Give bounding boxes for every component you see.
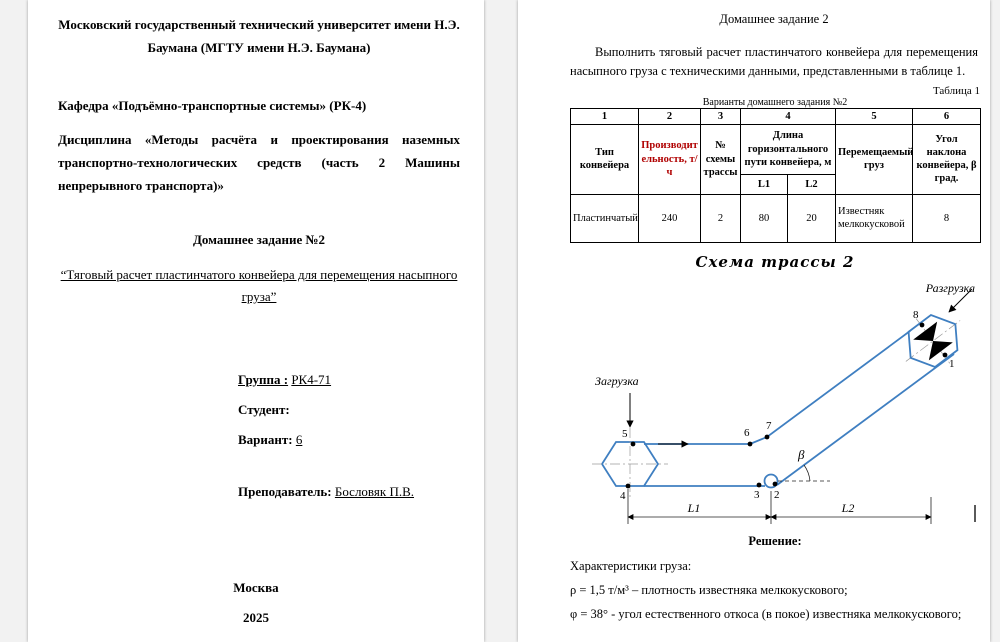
table-data-row <box>571 194 981 242</box>
teacher-value: Бословяк П.В. <box>334 483 415 499</box>
table-header: Перемещаемый груз <box>836 124 913 194</box>
table-number-row <box>571 108 981 124</box>
city-line: Москва <box>233 580 279 595</box>
dimension-label-L1: L1 <box>687 500 701 515</box>
page-title: Домашнее задание 2 <box>719 12 829 26</box>
teacher-line <box>238 484 460 500</box>
table-header: Длина горизонтального пути конвейера, м <box>741 124 836 174</box>
table-header-row <box>571 124 981 174</box>
node-dot <box>626 483 631 488</box>
node-dot <box>748 441 753 446</box>
unloading-label: Разгрузка <box>925 280 975 295</box>
node-label: 1 <box>949 357 955 370</box>
group-label: Группа : <box>238 371 289 387</box>
credentials-block <box>238 372 460 500</box>
task-paragraph: Выполнить тяговый расчет пластинчатого конвейера для перемещения насыпного груза с техническими данными, представленными в таблице 1. <box>570 45 978 78</box>
col-number: 4 <box>741 108 836 124</box>
conveyor-incline-run <box>777 354 954 485</box>
student-line <box>238 402 460 418</box>
col-number: 3 <box>701 108 741 124</box>
col-number: 5 <box>836 108 913 124</box>
node-dot <box>765 434 770 439</box>
table-cell: Известняк мелкокусковой <box>836 194 913 242</box>
dimension-label-L2: L2 <box>841 500 855 515</box>
table-header: Угол наклона конвейера, β град. <box>913 124 981 194</box>
assignment-page <box>518 0 990 642</box>
table-caption-number: Таблица 1 <box>932 84 980 97</box>
conveyor-top-run <box>644 331 910 444</box>
node-label: 6 <box>744 426 750 439</box>
angle-arc <box>804 465 810 481</box>
variant-value: 6 <box>295 431 303 447</box>
student-label: Студент: <box>238 401 290 417</box>
node-label: 7 <box>766 419 772 432</box>
table-cell: 2 <box>701 194 741 242</box>
col-number: 6 <box>913 108 981 124</box>
node-dot <box>920 322 925 327</box>
cargo-header: Характеристики груза: <box>570 558 692 573</box>
discipline-line: Дисциплина «Методы расчёта и проектирования наземных транспортно-технологических средств (часть 2 Машины непрерывного транспорта)» <box>58 131 460 194</box>
node-label: 3 <box>754 488 760 501</box>
variant-label: Вариант: <box>238 431 293 447</box>
variants-table <box>570 108 981 243</box>
node-dot <box>773 481 778 486</box>
col-number: 1 <box>571 108 639 124</box>
angle-label: β <box>798 446 805 462</box>
node-label: 4 <box>620 489 626 502</box>
assignment-title: Домашнее задание №2 <box>192 231 326 247</box>
table-header: L1 <box>741 174 788 194</box>
table-header: L2 <box>788 174 836 194</box>
university-title: Московский государственный технический университет имени Н.Э. Баумана (МГТУ имени Н.Э. Баумана) <box>58 17 460 55</box>
solution-header: Решение: <box>748 533 802 548</box>
col-number: 2 <box>639 108 701 124</box>
work-title: “Тяговый расчет пластинчатого конвейера для перемещения насыпного груза” <box>60 266 458 304</box>
node-dot <box>757 482 762 487</box>
node-dot <box>943 352 948 357</box>
node-label: 5 <box>622 427 628 440</box>
scheme-title: Схема трассы 2 <box>695 252 855 271</box>
group-line <box>238 372 460 388</box>
node-dot <box>631 441 636 446</box>
table-header: Производительность, т/ч <box>639 124 701 194</box>
table-cell: 20 <box>788 194 836 242</box>
table-caption-title: Варианты домашнего задания №2 <box>702 96 848 108</box>
table-cell: Пластинчатый <box>571 194 639 242</box>
title-page <box>28 0 484 642</box>
loading-label: Загрузка <box>595 373 639 388</box>
teacher-label: Преподаватель: <box>238 483 332 499</box>
table-cell: 240 <box>639 194 701 242</box>
table-cell: 80 <box>741 194 788 242</box>
cargo-density-line: ρ = 1,5 т/м³ – плотность известняка мелкокускового; <box>570 582 848 597</box>
drive-sprocket <box>889 298 977 384</box>
table-header: № схемы трассы <box>701 124 741 194</box>
table-header: Тип конвейера <box>571 124 639 194</box>
department-line: Кафедра «Подъёмно-транспортные системы» (РК-4) <box>58 97 367 113</box>
year-line: 2025 <box>243 610 269 625</box>
node-label: 2 <box>774 488 780 501</box>
variant-line <box>238 432 460 448</box>
cargo-angle-line: φ = 38° - угол естественного откоса (в покое) известняка мелкокускового; <box>570 606 962 621</box>
node-label: 8 <box>913 308 919 321</box>
table-cell: 8 <box>913 194 981 242</box>
conveyor-scheme-diagram <box>558 275 982 530</box>
group-value: РК4-71 <box>291 371 332 387</box>
